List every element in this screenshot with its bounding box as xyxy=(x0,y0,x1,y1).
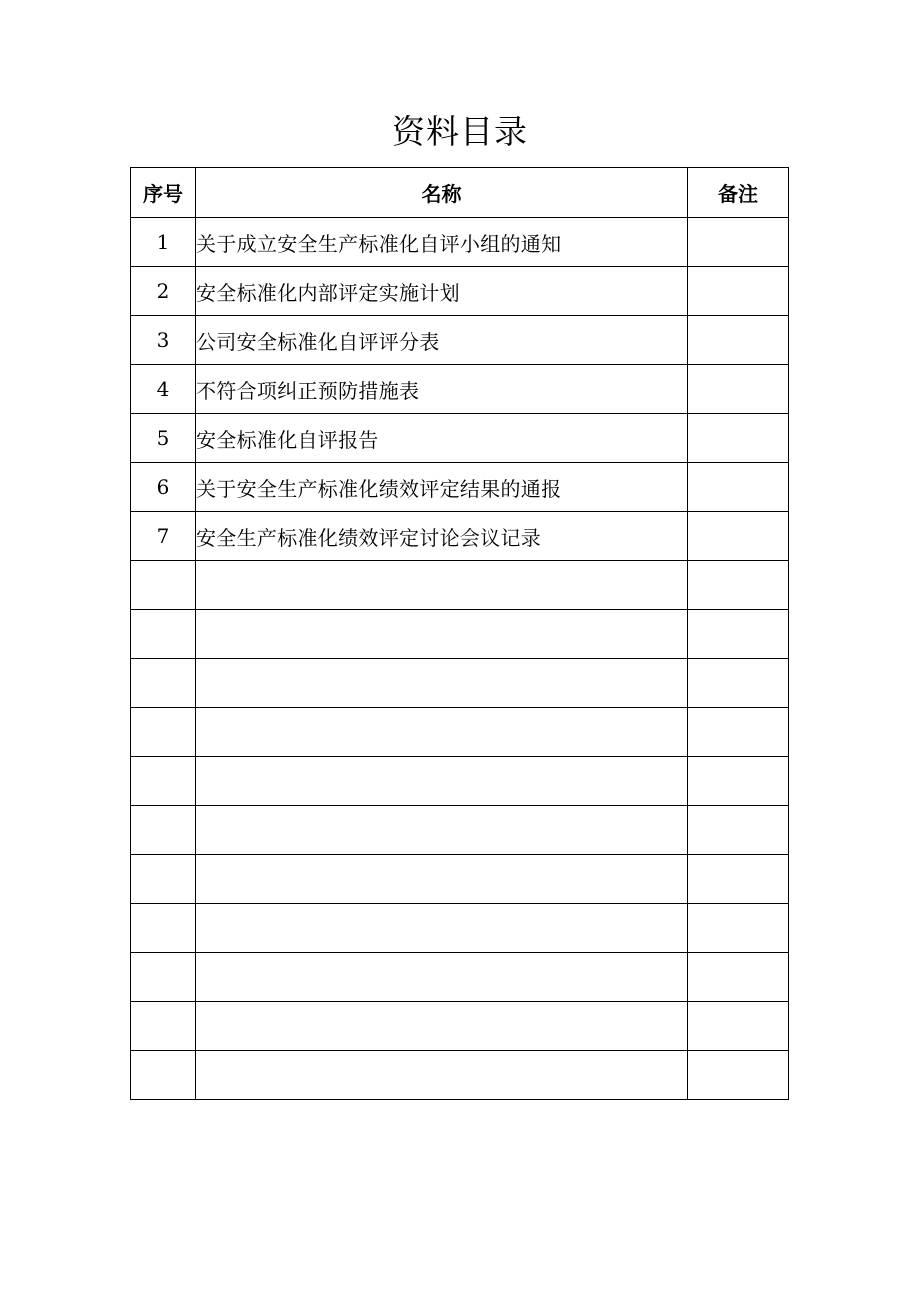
cell-name: 安全生产标准化绩效评定讨论会议记录 xyxy=(196,512,688,561)
cell-note xyxy=(688,561,789,610)
cell-name: 安全标准化内部评定实施计划 xyxy=(196,267,688,316)
cell-name: 不符合项纠正预防措施表 xyxy=(196,365,688,414)
table-row xyxy=(131,708,789,757)
cell-note xyxy=(688,757,789,806)
cell-note xyxy=(688,855,789,904)
cell-seq: 5 xyxy=(131,414,196,463)
cell-name xyxy=(196,904,688,953)
cell-seq: 3 xyxy=(131,316,196,365)
table-row xyxy=(131,267,789,316)
cell-seq: 1 xyxy=(131,218,196,267)
cell-name xyxy=(196,659,688,708)
table-row xyxy=(131,463,789,512)
cell-note xyxy=(688,708,789,757)
cell-name: 公司安全标准化自评评分表 xyxy=(196,316,688,365)
cell-name xyxy=(196,953,688,1002)
cell-name xyxy=(196,806,688,855)
cell-seq xyxy=(131,1002,196,1051)
header-seq: 序号 xyxy=(131,168,196,218)
cell-note xyxy=(688,414,789,463)
cell-name xyxy=(196,855,688,904)
cell-seq xyxy=(131,855,196,904)
cell-note xyxy=(688,659,789,708)
cell-note xyxy=(688,463,789,512)
cell-seq xyxy=(131,757,196,806)
cell-name xyxy=(196,1002,688,1051)
cell-note xyxy=(688,218,789,267)
cell-note xyxy=(688,1051,789,1100)
table-row xyxy=(131,757,789,806)
cell-seq: 6 xyxy=(131,463,196,512)
table-row xyxy=(131,610,789,659)
catalog-table xyxy=(130,167,789,1100)
table-row xyxy=(131,561,789,610)
cell-note xyxy=(688,267,789,316)
table-row xyxy=(131,1051,789,1100)
cell-seq: 7 xyxy=(131,512,196,561)
cell-seq xyxy=(131,1051,196,1100)
cell-note xyxy=(688,365,789,414)
cell-seq xyxy=(131,610,196,659)
table-row xyxy=(131,512,789,561)
header-name: 名称 xyxy=(196,168,688,218)
table-row xyxy=(131,218,789,267)
cell-seq: 4 xyxy=(131,365,196,414)
table-row xyxy=(131,1002,789,1051)
cell-name: 安全标准化自评报告 xyxy=(196,414,688,463)
header-note: 备注 xyxy=(688,168,789,218)
table-row xyxy=(131,414,789,463)
table-row xyxy=(131,806,789,855)
cell-seq: 2 xyxy=(131,267,196,316)
table-row xyxy=(131,904,789,953)
cell-name: 关于成立安全生产标准化自评小组的通知 xyxy=(196,218,688,267)
cell-name xyxy=(196,757,688,806)
table-row xyxy=(131,659,789,708)
cell-note xyxy=(688,904,789,953)
cell-name xyxy=(196,708,688,757)
cell-seq xyxy=(131,904,196,953)
cell-note xyxy=(688,512,789,561)
cell-seq xyxy=(131,708,196,757)
table-row xyxy=(131,316,789,365)
cell-note xyxy=(688,316,789,365)
cell-note xyxy=(688,1002,789,1051)
cell-seq xyxy=(131,806,196,855)
page-title: 资料目录 xyxy=(392,112,528,151)
table-row xyxy=(131,855,789,904)
cell-name xyxy=(196,1051,688,1100)
cell-note xyxy=(688,610,789,659)
cell-name xyxy=(196,561,688,610)
table-body xyxy=(131,218,789,1100)
cell-note xyxy=(688,806,789,855)
cell-name xyxy=(196,610,688,659)
cell-seq xyxy=(131,561,196,610)
table-header-row xyxy=(131,168,789,218)
cell-note xyxy=(688,953,789,1002)
cell-name: 关于安全生产标准化绩效评定结果的通报 xyxy=(196,463,688,512)
table-row xyxy=(131,953,789,1002)
table-row xyxy=(131,365,789,414)
cell-seq xyxy=(131,659,196,708)
cell-seq xyxy=(131,953,196,1002)
